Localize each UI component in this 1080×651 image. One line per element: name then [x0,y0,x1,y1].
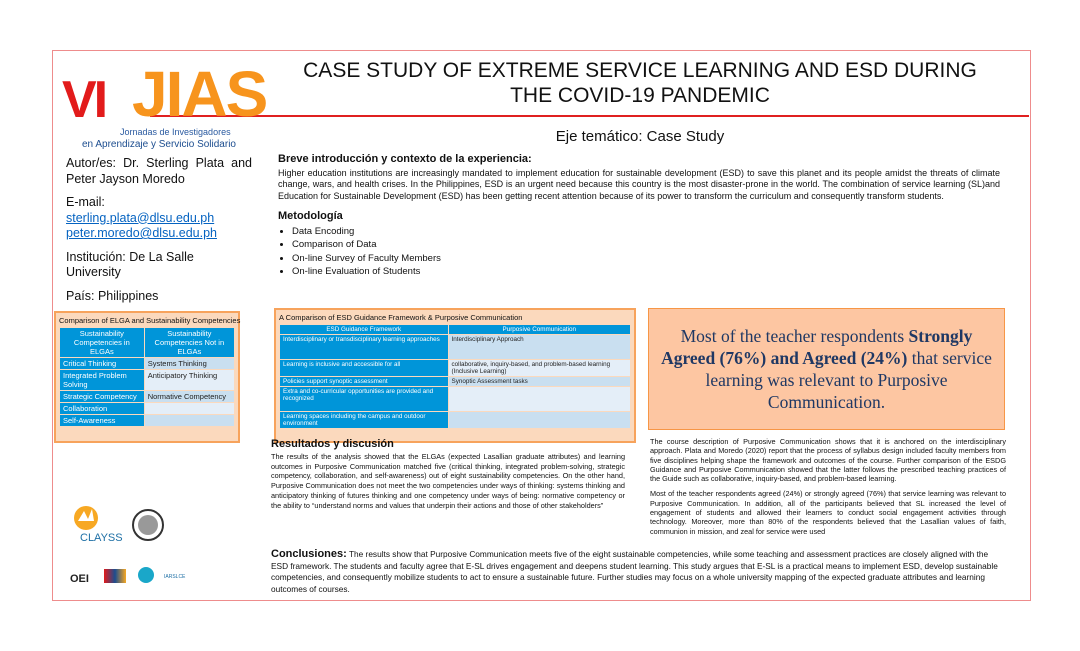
table-header: Sustainability Competencies Not in ELGAs [145,328,234,357]
list-item: • On-line Survey of Faculty Members [292,252,1000,266]
logo-vi: VI [62,71,106,129]
discussion-paragraph-1: The course description of Purposive Communication shows that it is anchored on the interdisciplinary approach. Plata and Moredo (2020) report that the process of syllabus design included faculty members from five disciplines helping shape the framework and outcomes of the course. Further comparison of the ESDG Guidance and Purposive Communication showed that the latter follows the prescribed teaching practices of the Guide such as collaborative, inquiry-based, and problem-based learning. [650,437,1006,484]
iarslce-logo: IARSLCE [164,574,186,580]
intro-section [278,154,1000,279]
country: País: Philippines [66,288,159,303]
table-cell: Interdisciplinary or transdisciplinary learning approaches [280,335,448,359]
esd-table [279,324,631,429]
results-body: The results of the analysis showed that the ELGAs (expected Lasallian graduate attributes) and learning outcomes in Purposive Communication matched five (critical thinking, integrated problem-solving, strategic competency, collaboration, and self-awareness) out of eight sustainability competencies. On the other hand, Purposive Communication does not meet the two competencies under ways of thinking: systems thinking and anticipatory thinking of futures thinking and one competency under ways of being: normative competency or the ability to “understand norms and values that underpin their actions and those of other stakeholders” [271,451,625,510]
table-header: Sustainability Competencies in ELGAs [60,328,144,357]
table-cell: Integrated Problem Solving [60,370,144,390]
table-cell: Collaboration [60,403,144,414]
table-row [280,360,630,376]
esd-table-box [274,308,636,443]
table-header: ESD Guidance Framework [280,325,448,334]
table-row [280,412,630,428]
table-cell: Normative Competency [145,391,234,402]
table-cell [145,403,234,414]
email-link-moredo[interactable]: peter.moredo@dlsu.edu.ph [66,226,217,240]
table-cell: Extra and co-curricular opportunities are provided and recognized [280,387,448,411]
table-cell [145,415,234,426]
table-row [60,370,234,390]
list-item: • Comparison of Data [292,238,1000,252]
table-row [280,387,630,411]
list-item: • Data Encoding [292,225,1000,239]
highlight-post: that service learning was relevant to Purposive Communication. [705,348,992,412]
method-heading: Metodología [278,210,343,222]
results-heading: Resultados y discusión [271,438,394,450]
university-seal-icon [132,509,164,541]
table-cell: Synoptic Assessment tasks [449,377,630,386]
logo-subtitle-1: Jornadas de Investigadores [120,127,231,137]
oei-logo: OEI [70,573,89,585]
table-cell: Learning spaces including the campus and outdoor environment [280,412,448,428]
table-cell: Policies support synoptic assessment [280,377,448,386]
poster-title: CASE STUDY OF EXTREME SERVICE LEARNING AND ESD DURING THE COVID-19 PANDEMIC [303,59,977,107]
institution: Institución: De La Salle University [66,249,194,279]
list-item: • On-line Evaluation of Students [292,265,1000,279]
author-info [66,156,252,312]
intro-heading: Breve introducción y contexto de la experiencia: [278,153,532,165]
conclusions-heading: Conclusiones: [271,548,347,560]
table-cell [449,412,630,428]
elga-table-box [54,311,240,443]
method-list [278,225,1000,279]
vijias-logo [62,58,267,154]
table-cell: Learning is inclusive and accessible for all [280,360,448,376]
table-row [280,335,630,359]
authors: Autor/es: Dr. Sterling Plata and Peter Jayson Moredo [66,156,252,186]
sponsor-logos [66,497,206,592]
email-link-plata[interactable]: sterling.plata@dlsu.edu.ph [66,210,215,225]
highlight-pre: Most of the teacher respondents [680,326,909,346]
discussion-paragraph-2: Most of the teacher respondents agreed (24%) or strongly agreed (76%) that service learning was relevant to Purposive Communication. In addition, all of the participants believed that SL increased the level of engagement of students and allowed their learners to conduct social engagement activities through technology. Moreover, more than 80% of the respondents believed that the Lasallian values of faith, communion in mission, and zeal for service were used [650,489,1006,536]
table-cell: Systems Thinking [145,358,234,369]
clayss-logo: CLAYSS [80,532,123,544]
highlight-box [648,308,1005,430]
table-cell: collaborative, inquiry-based, and problem-based learning (Inclusive Learning) [449,360,630,376]
table-cell [449,387,630,411]
clayss-hand-icon [70,505,106,531]
logo-subtitle-2: en Aprendizaje y Servicio Solidario [82,139,236,150]
table-header: Purposive Communication [449,325,630,334]
table-cell: Self-Awareness [60,415,144,426]
highlight-bold: Strongly Agreed (76%) and Agreed (24%) [661,326,973,368]
table-cell: Anticipatory Thinking [145,370,234,390]
thematic-axis: Eje temático: Case Study [555,128,725,145]
conclusions-section [271,549,1006,595]
discussion-right [650,437,1006,542]
table-caption: A Comparison of ESD Guidance Framework & Purposive Communication [279,313,523,322]
intro-body: Higher education institutions are increasingly mandated to implement education for sustainable development (ESD) to save this planet and its people amidst the threats of climate change, wars, and health crises. In the Philippines, ESD is an urgent need because this country is the most disaster-prone in the world. The combination of service learning (SL)and Education for Sustainable Development (ESD) has been getting recent attention because of its power to transform the curriculum and consequently transform students. [278,167,1000,201]
email-label: E-mail: [66,195,105,209]
table-cell: Critical Thinking [60,358,144,369]
uniservitate-icon [136,565,156,585]
results-section [271,440,625,511]
elga-table [59,327,235,427]
header-divider [150,115,1029,117]
table-cell: Interdisciplinary Approach [449,335,630,359]
logo-jias: JIAS [132,58,267,130]
table-row [60,391,234,402]
table-caption: Comparison of ELGA and Sustainability Competencies [59,316,241,325]
conclusions-body: The results show that Purposive Communication meets five of the eight sustainable competencies, while some teaching and assessment practices are closely aligned with the ESD framework. The students and faculty agree that E-SL drives engagement and deepens student learning. This study argues that E-SL is a practical means to implement ESD, develop sustainable competencies, and consequently mobilize students to act to ensure a sustainable future. Further studies may focus on a whole university mapping of the expected graduate attributes and learning outcomes of courses. [271,549,998,594]
network-logo [104,569,126,583]
table-row [60,415,234,426]
table-cell: Strategic Competency [60,391,144,402]
table-row [60,358,234,369]
table-row [60,403,234,414]
table-row [280,377,630,386]
